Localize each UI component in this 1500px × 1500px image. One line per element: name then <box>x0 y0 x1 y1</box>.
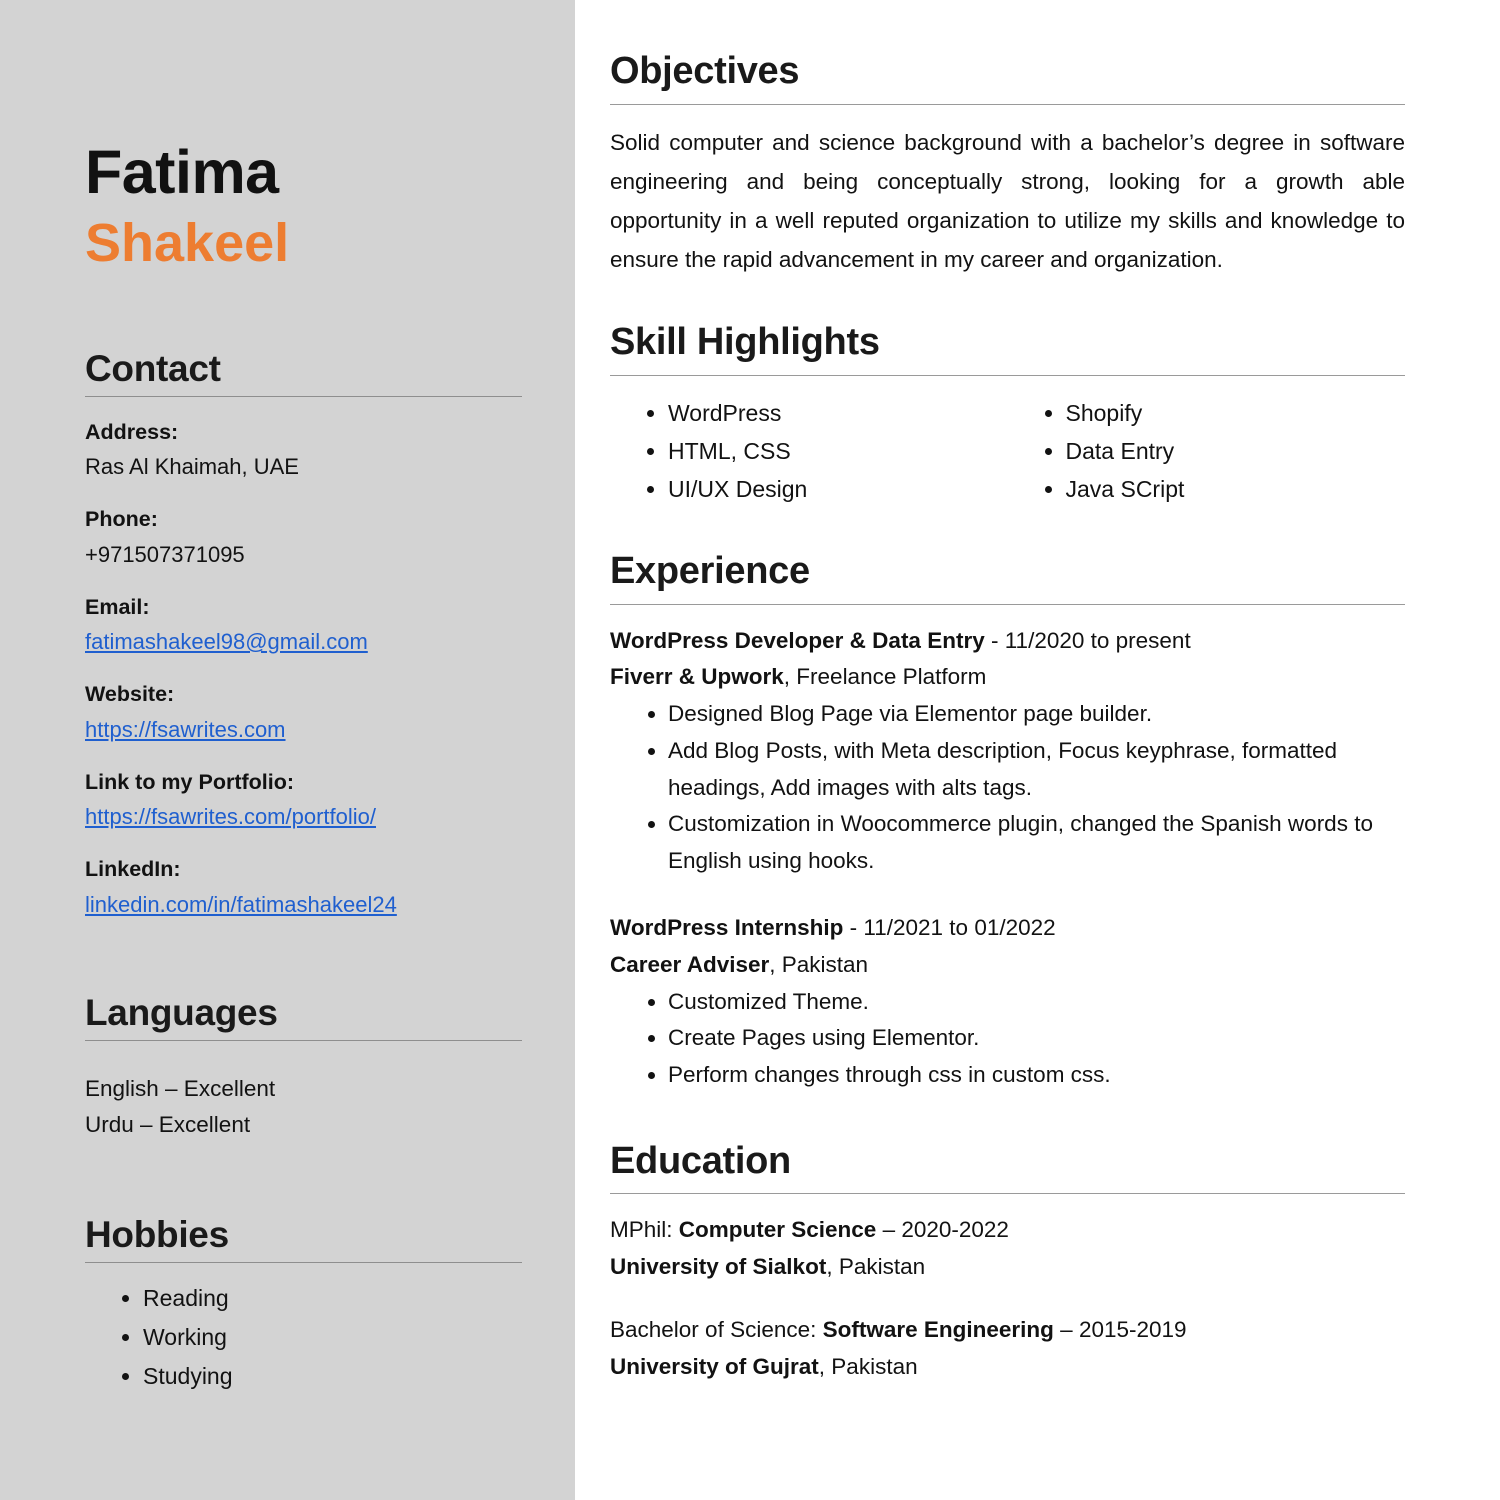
education-entry <box>610 1212 1405 1286</box>
experience-bullets <box>610 696 1405 879</box>
contact-label-address: Address: <box>85 419 179 444</box>
contact-item-phone <box>85 502 520 572</box>
education-institution: University of Gujrat <box>610 1353 819 1379</box>
contact-item-website <box>85 677 520 747</box>
contact-label-website: Website: <box>85 682 175 707</box>
education-years: – 2020-2022 <box>876 1217 1009 1243</box>
education-degree-prefix: Bachelor of Science: <box>610 1316 823 1342</box>
experience-entry <box>610 623 1405 880</box>
list-item: • Studying <box>143 1357 520 1396</box>
education-degree-line <box>610 1212 1405 1249</box>
languages-heading: Languages <box>85 992 278 1034</box>
education-degree-prefix: MPhil: <box>610 1217 679 1243</box>
education-heading: Education <box>610 1139 791 1182</box>
hobbies-heading: Hobbies <box>85 1213 229 1255</box>
language-item: Urdu – Excellent <box>85 1112 251 1138</box>
list-item: • Working <box>143 1318 520 1357</box>
contact-item-portfolio <box>85 765 520 835</box>
contact-value-phone: +971507371095 <box>85 541 245 567</box>
contact-item-linkedin <box>85 852 520 922</box>
education-institution-detail: , Pakistan <box>826 1253 926 1279</box>
list-item: • WordPress <box>668 394 1008 432</box>
list-item: • Shopify <box>1066 394 1406 432</box>
languages-divider <box>85 1040 522 1041</box>
objectives-heading: Objectives <box>610 50 800 92</box>
education-institution-detail: , Pakistan <box>818 1353 918 1379</box>
language-item: English – Excellent <box>85 1076 276 1102</box>
contact-item-email <box>85 590 520 660</box>
hobbies-list <box>85 1279 520 1396</box>
experience-role: WordPress Developer & Data Entry <box>610 627 985 653</box>
linkedin-link[interactable]: linkedin.com/in/fatimashakeel24 <box>85 891 397 917</box>
experience-dates: - 11/2020 to present <box>984 627 1191 653</box>
contact-item-address <box>85 415 520 485</box>
education-degree: Software Engineering <box>822 1316 1054 1342</box>
experience-dates: - 11/2021 to 01/2022 <box>843 914 1056 940</box>
skills-heading: Skill Highlights <box>610 321 880 364</box>
sidebar <box>0 0 575 1500</box>
education-institution-line <box>610 1349 1405 1386</box>
list-item: • Customization in Woocommerce plugin, changed the Spanish words to English using hooks. <box>668 806 1405 879</box>
website-link[interactable]: https://fsawrites.com <box>85 716 286 742</box>
experience-company-line <box>610 659 1405 696</box>
experience-bullets <box>610 984 1405 1094</box>
contact-label-phone: Phone: <box>85 507 158 532</box>
list-item: • Reading <box>143 1279 520 1318</box>
list-item: • HTML, CSS <box>668 432 1008 470</box>
contact-divider <box>85 396 522 397</box>
name-block <box>85 0 520 278</box>
list-item: • Add Blog Posts, with Meta description, Focus keyphrase, formatted headings, Add images with alts tags. <box>668 733 1405 806</box>
contact-label-linkedin: LinkedIn: <box>85 857 181 882</box>
list-item: • Designed Blog Page via Elementor page builder. <box>668 696 1405 733</box>
last-name: Shakeel <box>85 213 290 274</box>
experience-heading: Experience <box>610 550 810 593</box>
experience-company-detail: , Pakistan <box>769 951 869 977</box>
list-item: • Java SCript <box>1066 470 1406 508</box>
experience-company-line <box>610 947 1405 984</box>
education-degree: Computer Science <box>678 1217 877 1243</box>
email-link[interactable]: fatimashakeel98@gmail.com <box>85 629 368 655</box>
contact-heading: Contact <box>85 347 221 389</box>
experience-role: WordPress Internship <box>610 914 844 940</box>
contact-label-email: Email: <box>85 594 150 619</box>
list-item: • UI/UX Design <box>668 470 1008 508</box>
first-name: Fatima <box>85 138 279 206</box>
skills-grid <box>610 394 1405 509</box>
education-entry <box>610 1312 1405 1386</box>
contact-value-address: Ras Al Khaimah, UAE <box>85 453 299 479</box>
objectives-text: Solid computer and science background with a bachelor’s degree in software engineering and being conceptually strong, looking for a growth able opportunity in a well reputed organization to utilize my skills and knowledge to ensure the rapid advancement in my career and organization. <box>610 129 1405 272</box>
experience-role-line <box>610 910 1405 947</box>
list-item: • Customized Theme. <box>668 984 1405 1021</box>
experience-entry <box>610 910 1405 1094</box>
list-item: • Create Pages using Elementor. <box>668 1020 1405 1057</box>
education-years: – 2015-2019 <box>1053 1316 1187 1342</box>
list-item: • Data Entry <box>1066 432 1406 470</box>
experience-divider <box>610 604 1405 605</box>
experience-company-detail: , Freelance Platform <box>783 664 987 690</box>
education-divider <box>610 1193 1405 1194</box>
main-content <box>575 0 1500 1500</box>
contact-label-portfolio: Link to my Portfolio: <box>85 769 295 794</box>
portfolio-link[interactable]: https://fsawrites.com/portfolio/ <box>85 804 376 830</box>
objectives-divider <box>610 104 1405 105</box>
hobbies-divider <box>85 1262 522 1263</box>
experience-company: Fiverr & Upwork <box>610 664 784 690</box>
skills-divider <box>610 375 1405 376</box>
experience-role-line <box>610 623 1405 660</box>
skills-column-left <box>610 394 1008 509</box>
experience-company: Career Adviser <box>610 951 770 977</box>
education-degree-line <box>610 1312 1405 1349</box>
skills-column-right <box>1008 394 1406 509</box>
list-item: • Perform changes through css in custom css. <box>668 1057 1405 1094</box>
education-institution-line <box>610 1249 1405 1286</box>
education-institution: University of Sialkot <box>610 1253 827 1279</box>
